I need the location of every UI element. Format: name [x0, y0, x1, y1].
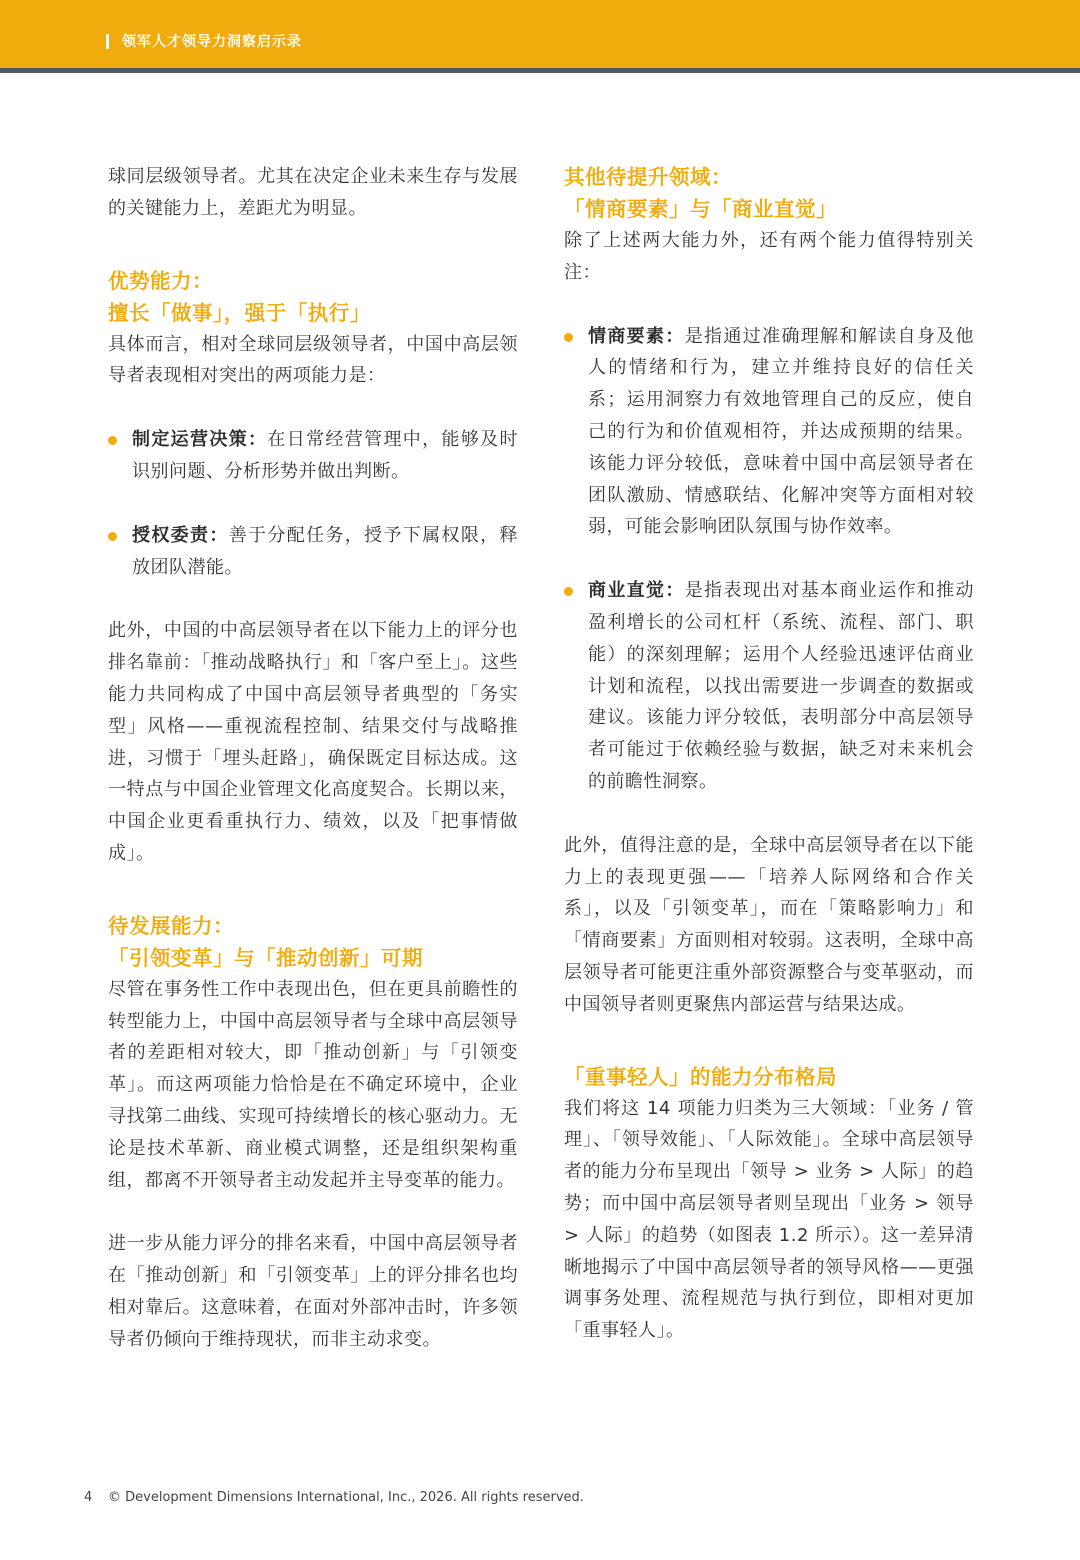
bullet-dot-icon	[564, 333, 573, 342]
bullet-term: 制定运营决策：	[132, 429, 268, 451]
right-column	[564, 161, 974, 1347]
page-footer	[84, 1488, 584, 1508]
bullet-term: 授权委责：	[132, 524, 229, 546]
section-heading-development: 待发展能力：	[108, 913, 234, 938]
other-intro: 除了上述两大能力外，还有两个能力值得特别关注：	[564, 230, 974, 283]
gap-paragraph: 尽管在事务性工作中表现出色，但在更具前瞻性的转型能力上，中国中高层领导者与全球中高层领导者的差距相对较大，即「推动创新」与「引领变革」。而这两项能力恰恰是在不确定环境中，企业寻找第二曲线、实现可持续增长的核心驱动力。无论是技术革新、商业模式调整，还是组织架构重组，都离不开领导者主动发起并主导变革的能力。	[108, 978, 518, 1191]
page-number: 4	[84, 1490, 93, 1505]
left-column	[108, 161, 518, 1356]
intro-paragraph: 球同层级领导者。尤其在决定企业未来生存与发展的关键能力上，差距尤为明显。	[108, 166, 518, 219]
bullet-item-eq	[564, 321, 974, 544]
practical-style-paragraph: 此外，中国的中高层领导者在以下能力上的评分也排名靠前：「推动战略执行」和「客户至上」。这些能力共同构成了中国中高层领导者典型的「务实型」风格——重视流程控制、结果交付与战略推进，习惯于「埋头赶路」，确保既定目标达成。这一特点与中国企业管理文化高度契合。长期以来，中国企业更看重执行力、绩效，以及「把事情做成」。	[108, 620, 518, 864]
section-subheading-other: 「情商要素」与「商业直觉」	[564, 197, 837, 221]
section-heading-other: 其他待提升领域：	[564, 165, 732, 189]
header-title: 领军人才领导力洞察启示录	[122, 34, 302, 50]
bullet-term: 商业直觉：	[588, 580, 685, 602]
ranking-paragraph: 进一步从能力评分的排名来看，中国中高层领导者在「推动创新」和「引领变革」上的评分排名也均相对靠后。这意味着，在面对外部冲击时，许多领导者仍倾向于维持现状，而非主动求变。	[108, 1233, 518, 1350]
section-heading-strengths: 优势能力：	[108, 268, 213, 293]
bullet-dot-icon	[564, 587, 573, 596]
bullet-item-operations	[108, 424, 518, 488]
bullet-text: 是指通过准确理解和解读自身及他人的情绪和行为，建立并维持良好的信任关系；运用洞察力有效地管理自己的反应，使自己的行为和价值观相符，并达成预期的结果。该能力评分较低，意味着中国中高层领导者在团队激励、情感联结、化解冲突等方面相对较弱，可能会影响团队氛围与协作效率。	[588, 325, 975, 538]
bullet-text: 善于分配任务，授予下属权限，释放团队潜能。	[132, 524, 519, 578]
bullet-item-business-acumen	[564, 575, 974, 798]
section-subheading-strengths: 擅长「做事」，强于「执行」	[108, 300, 371, 325]
global-comparison-paragraph: 此外，值得注意的是，全球中高层领导者在以下能力上的表现更强——「培养人际网络和合作关系」，以及「引领变革」，而在「策略影响力」和「情商要素」方面则相对较弱。这表明，全球中高层领导者可能更注重外部资源整合与变革驱动，而中国领导者则更聚焦内部运营与结果达成。	[564, 834, 974, 1015]
header-marker	[106, 34, 109, 49]
bullet-dot-icon	[108, 532, 117, 541]
section-heading-distribution: 「重事轻人」的能力分布格局	[564, 1064, 837, 1089]
header-bar	[0, 0, 1080, 68]
bullet-text: 是指表现出对基本商业运作和推动盈利增长的公司杠杆（系统、流程、部门、职能）的深刻理解；运用个人经验迅速评估商业计划和流程，以找出需要进一步调查的数据或建议。该能力评分较低，表明部分中高层领导者可能过于依赖经验与数据，缺乏对未来机会的前瞻性洞察。	[588, 580, 975, 792]
bullet-item-delegation	[108, 520, 518, 584]
domains-paragraph: 我们将这 14 项能力归类为三大领域：「业务 / 管理」、「领导效能」、「人际效能」。全球中高层领导者的能力分布呈现出「领导 > 业务 > 人际」的趋势；而中国中高层领导者则呈现出「业务 > 领导 > 人际」的趋势（如图表 1.2 所示）。这一差异清晰地揭示了中国中高层领导者的领导风格——更强调事务处理、流程规范与执行到位，即相对更加「重事轻人」。	[564, 1097, 974, 1342]
header-rule	[0, 68, 1080, 73]
bullet-term: 情商要素：	[588, 325, 685, 347]
bullet-text: 在日常经营管理中，能够及时识别问题、分析形势并做出判断。	[132, 429, 519, 482]
strengths-intro: 具体而言，相对全球同层级领导者，中国中高层领导者表现相对突出的两项能力是：	[108, 333, 518, 387]
section-subheading-development: 「引领变革」与「推动创新」可期	[108, 945, 423, 970]
bullet-dot-icon	[108, 436, 117, 445]
copyright-text: © Development Dimensions International, Inc., 2026. All rights reserved.	[108, 1490, 584, 1505]
